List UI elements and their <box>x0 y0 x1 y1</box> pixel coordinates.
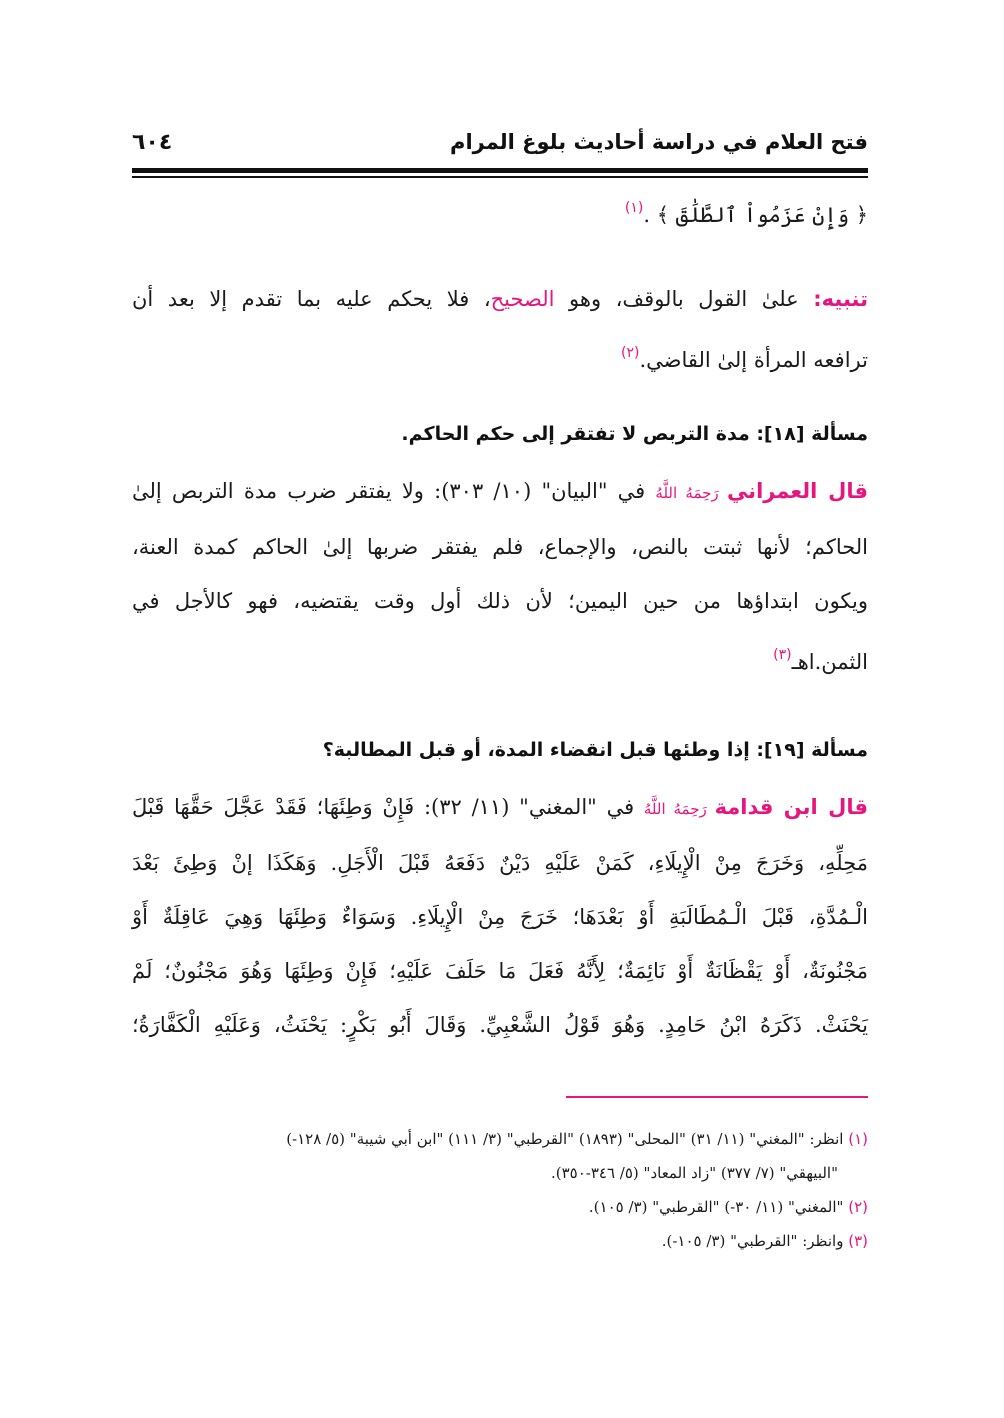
paragraph-imrani <box>132 464 868 689</box>
footnote-ref-3: (٣) <box>773 647 792 663</box>
para2-line-3: الْـمُدَّةِ، قَبْلَ الْـمُطَالَبَةِ أَوْ بَعْدَهَا؛ خَرَجَ مِنْ الْإِيلَاءِ. وَسَوَاءٌ وَطِئَهَا وَهِيَ عَاقِلَةٌ أَوْ <box>132 905 868 929</box>
paragraph-ibn-qudama <box>132 780 868 1052</box>
header-rule-thick <box>132 168 868 173</box>
quran-verse <box>132 188 868 235</box>
page-header <box>132 124 868 164</box>
book-page <box>132 0 868 1418</box>
para2-line-2: مَحِلِّهِ، وَخَرَجَ مِنْ الْإِيلَاءِ، كَمَنْ عَلَيْهِ دَيْنٌ دَفَعَهُ قَبْلَ الْأَجَلِ. وَهَكَذَا إنْ وَطِئَ بَعْدَ <box>132 851 868 875</box>
footnote-1-continued: "البيهقي" (٧/ ٣٧٧) "زاد المعاد" (٥/ ٣٤٦-٣٥٠). <box>550 1164 838 1182</box>
note-paragraph <box>132 272 868 387</box>
para1-line-3: ويكون ابتداؤها من حين اليمين؛ لأن ذلك أول وقت يقتضيه، فهو كالأجل في <box>132 589 868 613</box>
running-title: فتح العلام في دراسة أحاديث بلوغ المرام <box>450 130 868 154</box>
para1-line-4: الثمن.اهـ <box>791 650 868 674</box>
footnote-3 <box>132 1224 868 1258</box>
para2-line-1: في "المغني" (١١/ ٣٢): فَإِنْ وَطِئَهَا؛ فَقَدْ عَجَّلَ حَقَّهَا قَبْلَ <box>132 795 644 819</box>
footnote-3-text: وانظر: "القرطبي" (٣/ ١٠٥-). <box>661 1232 849 1250</box>
footnote-2-number: (٢) <box>848 1198 868 1216</box>
issue-19-heading <box>132 730 868 770</box>
header-rule-thin <box>132 176 868 178</box>
honorific-imrani: رَحِمَهُ اللَّهُ <box>655 484 727 502</box>
verse-text: ﴿ وَإِنْ عَزَمُواْ ٱلطَّلَٰقَ ﴾ . <box>643 203 868 227</box>
note-line-2: ترافعه المرأة إلىٰ القاضي. <box>639 348 868 372</box>
footnote-2-text: "المغني" (١١/ ٣٠-) "القرطبي" (٣/ ١٠٥). <box>588 1198 849 1216</box>
issue-18-title: مسألة [١٨]: مدة التربص لا تفتقر إلى حكم الحاكم. <box>401 423 868 445</box>
sahih-term: الصحيح <box>490 287 555 311</box>
note-label: تنبيه: <box>813 287 868 311</box>
para2-line-5: يَحْنَثْ. ذَكَرَهُ ابْنُ حَامِدٍ. وَهُوَ قَوْلُ الشَّعْبِيِّ. وَقَالَ أَبُو بَكْرٍ: يَحْنَثُ، وَعَلَيْهِ الْكَفَّارَةُ؛ <box>132 1013 868 1037</box>
note-text-b: ، فلا يحكم عليه بما تقدم إلا بعد أن <box>132 287 491 311</box>
footnote-1-text: انظر: "المغني" (١١/ ٣١) "المحلى" (١٨٩٣) "القرطبي" (٣/ ١١١) "ابن أبي شيبة" (٥/ ١٢٨-) <box>286 1130 849 1148</box>
page-number: ٦٠٤ <box>132 130 173 155</box>
speaker-imrani: قال العمراني <box>726 479 869 503</box>
footnotes <box>132 1122 868 1258</box>
footnote-ref-2: (٢) <box>621 345 640 361</box>
footnote-1 <box>132 1122 868 1156</box>
speaker-ibn-qudama: قال ابن قدامة <box>714 795 868 819</box>
footnote-3-number: (٣) <box>848 1232 868 1250</box>
para1-line-2: الحاكم؛ لأنها ثبتت بالنص، والإجماع، فلم يفتقر ضربها إلىٰ الحاكم كمدة العنة، <box>132 535 868 559</box>
issue-18-heading <box>132 414 868 454</box>
footnote-1-number: (١) <box>848 1130 868 1148</box>
footnote-ref-1: (١) <box>624 200 644 216</box>
footnote-separator <box>566 1096 868 1098</box>
footnote-2 <box>132 1190 868 1224</box>
issue-19-title: مسألة [١٩]: إذا وطئها قبل انقضاء المدة، أو قبل المطالبة؟ <box>322 739 868 761</box>
para1-line-1: في "البيان" (١٠/ ٣٠٣): ولا يفتقر ضرب مدة التربص إلىٰ <box>132 479 656 503</box>
para2-line-4: مَجْنُونَةٌ، أَوْ يَقْظَانَةٌ أَوْ نَائِمَةٌ؛ لِأَنَّهُ فَعَلَ مَا حَلَفَ عَلَيْهِ؛ فَإِنْ وَطِئَهَا وَهُوَ مَجْنُونٌ؛ لَمْ <box>132 959 868 983</box>
note-text-a: علىٰ القول بالوقف، وهو <box>554 287 814 311</box>
honorific-ibn-qudama: رَحِمَهُ اللَّهُ <box>643 800 715 818</box>
